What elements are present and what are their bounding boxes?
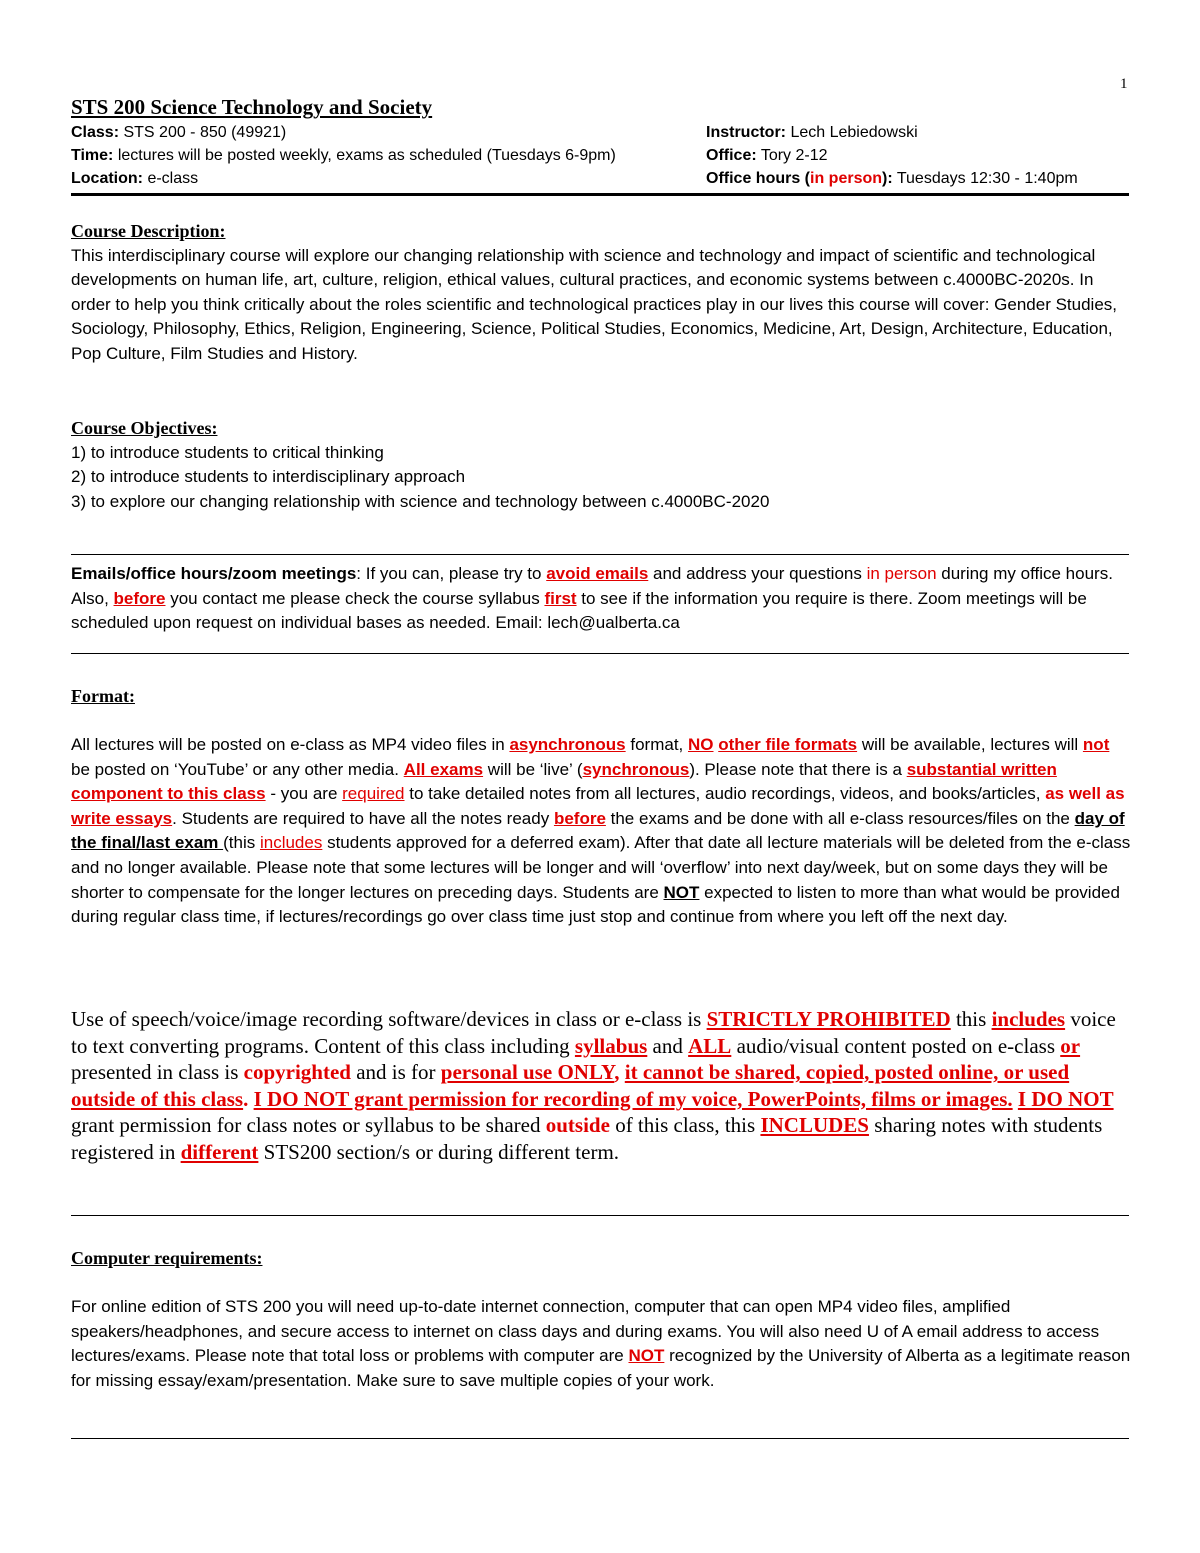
office-hours-line: Office hours (in person): Tuesdays 12:30 - 1:40pm [706, 170, 1078, 187]
divider [71, 1438, 1129, 1439]
computer-heading-wrap [71, 1246, 1131, 1271]
header-divider [71, 193, 1129, 196]
objective-item: 3) to explore our changing relationship with science and technology between c.4000BC-2020 [71, 491, 770, 511]
office-line: Office: Tory 2-12 [706, 147, 828, 164]
course-objectives-heading: Course Objectives: [71, 418, 218, 438]
course-description-heading: Course Description: [71, 221, 226, 241]
format-heading: Format: [71, 686, 135, 706]
objective-item: 1) to introduce students to critical thinking [71, 442, 384, 462]
divider [71, 653, 1129, 654]
class-line: Class: STS 200 - 850 (49921) [71, 124, 287, 141]
divider [71, 1215, 1129, 1216]
course-description [71, 219, 1131, 367]
time-line: Time: lectures will be posted weekly, exams as scheduled (Tuesdays 6-9pm) [71, 147, 616, 164]
recording-policy: Use of speech/voice/image recording software/devices in class or e-class is STRICTLY PROHIBITED this includes voice to text converting programs. Content of this class including syllabus and ALL audio/visual content posted on e-class or presented in class is copyrighted and is for personal use ONLY, it cannot be shared, copied, posted online, or used outside of this class. I DO NOT grant permission for recording of my voice, PowerPoints, films or images. I DO NOT grant permission for class notes or syllabus to be shared outside of this class, this INCLUDES sharing notes with students registered in different STS200 section/s or during different term. [71, 1007, 1116, 1164]
emails-section: Emails/office hours/zoom meetings: If you can, please try to avoid emails and address your questions in person during my office hours. Also, before you contact me please check the course syllabus first to see if the information you require is there. Zoom meetings will be scheduled upon request on individual bases as needed. Email: lech@ualberta.ca [71, 564, 1113, 633]
course-title: STS 200 Science Technology and Society [71, 95, 433, 119]
instructor-line: Instructor: Lech Lebiedowski [706, 124, 918, 141]
computer-body: For online edition of STS 200 you will need up-to-date internet connection, computer that can open MP4 video files, amplified speakers/headphones, and secure access to internet on class days and during exams. You will also need U of A email address to access lectures/exams. Please note that total loss or problems with computer are NOT recognized by the University of Alberta as a legitimate reason for missing essay/exam/presentation. Make sure to save multiple copies of your work. [71, 1297, 1131, 1390]
divider [71, 554, 1129, 555]
course-description-body: This interdisciplinary course will explore our changing relationship with science and technology and impact of scientific and technological developments on human life, art, culture, religion, ethical values, cultural practices, and economic systems between c.4000BC-2020s. In order to help you think critically about the roles scientific and technological practices play in our lives this course will cover: Gender Studies, Sociology, Philosophy, Ethics, Religion, Engineering, Science, Political Studies, Economics, Medicine, Art, Design, Architecture, Education, Pop Culture, Film Studies and History. [71, 245, 1118, 363]
format-body: All lectures will be posted on e-class as MP4 video files in asynchronous format, NO other file formats will be available, lectures will not be posted on ‘YouTube’ or any other media. All exams will be ‘live’ (synchronous). Please note that there is a substantial written component to this class - you are required to take detailed notes from all lectures, audio recordings, videos, and books/articles, as well as write essays. Students are required to have all the notes ready before the exams and be done with all e-class resources/files on the day of the final/last exam (this includes students approved for a deferred exam). After that date all lecture materials will be deleted from the e-class and no longer available. Please note that some lectures will be longer and will ‘overflow’ into next day/week, but on some days they will be shorter to compensate for the longer lectures on preceding days. Students are NOT expected to listen to more than what would be provided during regular class time, if lectures/recordings go over class time just stop and continue from where you left off the next day. [71, 735, 1131, 927]
page-number: 1 [1120, 76, 1128, 92]
format-heading-wrap [71, 684, 1131, 709]
computer-heading: Computer requirements: [71, 1248, 263, 1268]
course-objectives [71, 416, 1131, 514]
location-line: Location: e-class [71, 170, 199, 187]
objective-item: 2) to introduce students to interdisciplinary approach [71, 467, 466, 487]
